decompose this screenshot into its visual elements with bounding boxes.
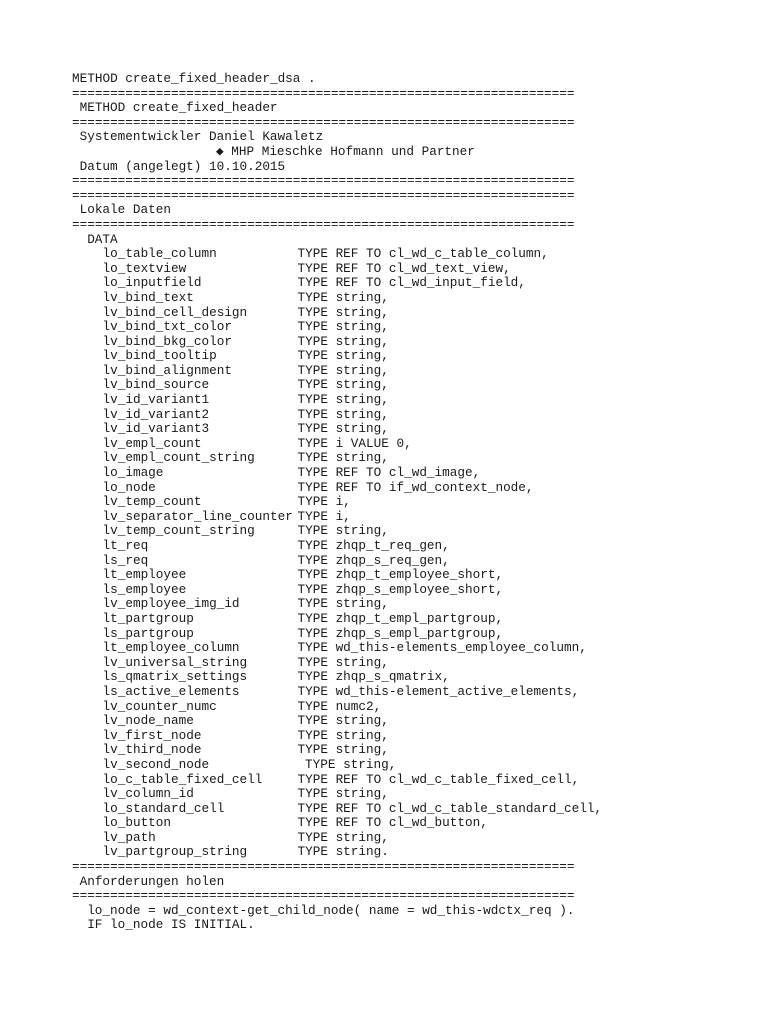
indent xyxy=(72,802,103,817)
variable-name: lv_bind_bkg_color xyxy=(102,333,232,349)
declaration-row xyxy=(72,320,752,335)
declaration-row xyxy=(72,670,752,685)
declaration-row xyxy=(72,408,752,423)
declaration-row xyxy=(72,481,752,496)
declaration-row xyxy=(72,451,752,466)
indent xyxy=(72,656,103,671)
declaration-row xyxy=(72,291,752,306)
indent xyxy=(72,641,103,656)
indent xyxy=(72,481,103,496)
variable-name: lt_employee xyxy=(102,567,187,583)
variable-name: lv_bind_text xyxy=(102,289,194,305)
indent xyxy=(72,597,103,612)
method-declaration: METHOD create_fixed_header_dsa . xyxy=(72,71,316,86)
declaration-row xyxy=(72,583,752,598)
variable-name: lv_bind_cell_design xyxy=(102,304,248,320)
indent xyxy=(72,335,103,350)
variable-name: lv_column_id xyxy=(102,786,194,802)
variable-name: lv_third_node xyxy=(102,742,202,758)
variable-type: TYPE string, xyxy=(297,362,389,378)
indent xyxy=(72,670,103,685)
variable-name: lv_separator_line_counter xyxy=(102,508,293,524)
variable-type: TYPE string, xyxy=(297,377,389,393)
variable-type: TYPE string, xyxy=(297,450,389,466)
variable-name: lo_c_table_fixed_cell xyxy=(102,771,263,787)
separator-line: ================================================================== xyxy=(72,217,575,232)
indent xyxy=(72,466,103,481)
indent xyxy=(72,276,103,291)
variable-type: TYPE i, xyxy=(297,494,351,510)
declaration-row xyxy=(72,714,752,729)
indent xyxy=(72,422,103,437)
variable-name: lv_node_name xyxy=(102,713,194,729)
variable-type: TYPE string. xyxy=(297,844,389,860)
indent xyxy=(72,378,103,393)
variable-type: TYPE string, xyxy=(297,786,389,802)
declaration-row xyxy=(72,700,752,715)
variable-name: lv_partgroup_string xyxy=(102,844,248,860)
variable-name: lo_image xyxy=(102,465,164,481)
variable-name: ls_qmatrix_settings xyxy=(102,669,248,685)
indent xyxy=(72,743,103,758)
section-heading-local-data: Lokale Daten xyxy=(79,202,171,218)
variable-type: TYPE zhqp_t_employee_short, xyxy=(297,567,504,583)
variable-type: TYPE string, xyxy=(297,289,389,305)
variable-type: TYPE zhqp_s_qmatrix, xyxy=(297,669,450,685)
variable-type: TYPE wd_this-elements_employee_column, xyxy=(297,640,587,656)
variable-type: TYPE string, xyxy=(297,654,389,670)
separator-line: ================================================================== xyxy=(72,889,575,904)
declaration-row xyxy=(72,422,752,437)
indent xyxy=(72,627,103,642)
declaration-row xyxy=(72,656,752,671)
declaration-row xyxy=(72,393,752,408)
variable-name: lt_partgroup xyxy=(102,610,194,626)
variable-type: TYPE REF TO cl_wd_input_field, xyxy=(297,275,526,291)
declaration-row xyxy=(72,758,752,773)
variable-type: TYPE string, xyxy=(297,304,389,320)
declaration-row xyxy=(72,597,752,612)
declaration-row xyxy=(72,276,752,291)
variable-name: lv_first_node xyxy=(102,727,202,743)
indent xyxy=(72,408,103,423)
declaration-row xyxy=(72,641,752,656)
indent xyxy=(72,612,103,627)
indent xyxy=(72,524,103,539)
variable-type: TYPE wd_this-element_active_elements, xyxy=(297,683,580,699)
variable-name: lo_textview xyxy=(102,260,187,276)
separator-line: ================================================================== xyxy=(72,860,575,875)
variable-type: TYPE zhqp_s_employee_short, xyxy=(297,581,504,597)
indent xyxy=(72,583,103,598)
variable-type: TYPE string, xyxy=(297,333,389,349)
variable-name: lv_counter_numc xyxy=(102,698,217,714)
declaration-list xyxy=(72,247,752,860)
variable-type: TYPE REF TO cl_wd_c_table_standard_cell, xyxy=(297,800,603,816)
indent xyxy=(72,539,103,554)
declaration-row xyxy=(72,262,752,277)
variable-type: TYPE i, xyxy=(297,508,351,524)
header-title: METHOD create_fixed_header xyxy=(79,100,278,116)
variable-type: TYPE string, xyxy=(297,713,389,729)
declaration-row xyxy=(72,510,752,525)
declaration-row xyxy=(72,816,752,831)
declaration-row xyxy=(72,627,752,642)
variable-type: TYPE string, xyxy=(297,596,389,612)
indent xyxy=(72,758,103,773)
declaration-row xyxy=(72,306,752,321)
variable-type: TYPE i VALUE 0, xyxy=(297,435,412,451)
header-date: Datum (angelegt) 10.10.2015 xyxy=(79,158,286,174)
variable-type: TYPE zhqp_t_empl_partgroup, xyxy=(297,610,504,626)
variable-name: lv_id_variant3 xyxy=(102,421,210,437)
declaration-row xyxy=(72,612,752,627)
declaration-row xyxy=(72,568,752,583)
variable-type: TYPE string, xyxy=(297,348,389,364)
variable-name: lo_inputfield xyxy=(102,275,202,291)
variable-name: lv_second_node xyxy=(102,756,210,772)
variable-name: lv_employee_img_id xyxy=(102,596,240,612)
variable-name: lv_bind_source xyxy=(102,377,210,393)
indent xyxy=(72,451,103,466)
variable-type: TYPE zhqp_s_empl_partgroup, xyxy=(297,625,504,641)
indent xyxy=(72,262,103,277)
separator-line: ================================================================== xyxy=(72,188,575,203)
variable-type: TYPE string, xyxy=(297,742,389,758)
variable-type: TYPE string, xyxy=(297,392,389,408)
indent xyxy=(72,291,103,306)
declaration-row xyxy=(72,845,752,860)
declaration-row xyxy=(72,495,752,510)
indent xyxy=(72,773,103,788)
declaration-row xyxy=(72,524,752,539)
declaration-row xyxy=(72,743,752,758)
declaration-row xyxy=(72,364,752,379)
declaration-row xyxy=(72,773,752,788)
source-code-document xyxy=(72,72,752,933)
variable-type: TYPE REF TO if_wd_context_node, xyxy=(297,479,534,495)
indent xyxy=(72,845,103,860)
indent xyxy=(72,787,103,802)
declaration-row xyxy=(72,539,752,554)
declaration-row xyxy=(72,554,752,569)
indent xyxy=(72,247,103,262)
variable-name: ls_employee xyxy=(102,581,187,597)
indent xyxy=(72,349,103,364)
variable-name: lv_universal_string xyxy=(102,654,248,670)
variable-name: lo_button xyxy=(102,815,172,831)
variable-name: lo_table_column xyxy=(102,246,217,262)
variable-name: lv_temp_count_string xyxy=(102,523,255,539)
variable-type: TYPE zhqp_t_req_gen, xyxy=(297,538,450,553)
indent xyxy=(72,729,103,744)
declaration-row xyxy=(72,831,752,846)
variable-type: TYPE string, xyxy=(305,756,397,772)
variable-name: ls_active_elements xyxy=(102,683,240,699)
declaration-row xyxy=(72,466,752,481)
variable-type: TYPE string, xyxy=(297,421,389,437)
variable-name: lt_employee_column xyxy=(102,640,240,656)
variable-name: lv_empl_count_string xyxy=(102,450,255,466)
variable-type: TYPE string, xyxy=(297,319,389,335)
indent xyxy=(72,831,103,846)
variable-name: lt_req xyxy=(102,538,149,553)
declaration-row xyxy=(72,802,752,817)
declaration-row xyxy=(72,787,752,802)
variable-type: TYPE REF TO cl_wd_button, xyxy=(297,815,488,831)
indent xyxy=(72,685,103,700)
declaration-row xyxy=(72,685,752,700)
variable-name: ls_req xyxy=(102,552,149,568)
indent xyxy=(72,320,103,335)
variable-type: TYPE REF TO cl_wd_c_table_column, xyxy=(297,246,549,262)
data-keyword: DATA xyxy=(87,231,118,247)
variable-type: TYPE string, xyxy=(297,406,389,422)
declaration-row xyxy=(72,349,752,364)
declaration-row xyxy=(72,335,752,350)
indent xyxy=(72,393,103,408)
variable-name: lv_path xyxy=(102,829,156,845)
indent xyxy=(72,364,103,379)
section-heading-requirements: Anforderungen holen xyxy=(79,873,225,889)
code-line: lo_node = wd_context-get_child_node( name = wd_this-wdctx_req ). xyxy=(87,902,575,918)
variable-type: TYPE REF TO cl_wd_c_table_fixed_cell, xyxy=(297,771,580,787)
variable-name: lv_bind_txt_color xyxy=(102,319,232,335)
indent xyxy=(72,816,103,831)
header-company: ◆ MHP Mieschke Hofmann und Partner xyxy=(216,143,475,159)
indent xyxy=(72,714,103,729)
indent xyxy=(72,306,103,321)
variable-name: lv_temp_count xyxy=(102,494,202,510)
variable-type: TYPE REF TO cl_wd_text_view, xyxy=(297,260,511,276)
variable-name: lo_standard_cell xyxy=(102,800,225,816)
declaration-row xyxy=(72,729,752,744)
indent xyxy=(72,700,103,715)
variable-name: lv_bind_tooltip xyxy=(102,348,217,364)
variable-name: lo_node xyxy=(102,479,156,495)
indent xyxy=(72,495,103,510)
indent xyxy=(72,510,103,525)
header-developer: Systementwickler Daniel Kawaletz xyxy=(79,129,324,145)
variable-type: TYPE zhqp_s_req_gen, xyxy=(297,552,450,568)
variable-name: lv_bind_alignment xyxy=(102,362,232,378)
separator-line: ================================================================== xyxy=(72,86,575,101)
separator-line: ================================================================== xyxy=(72,115,575,130)
variable-name: lv_id_variant1 xyxy=(102,392,210,408)
variable-name: ls_partgroup xyxy=(102,625,194,641)
variable-type: TYPE string, xyxy=(297,829,389,845)
declaration-row xyxy=(72,378,752,393)
variable-name: lv_empl_count xyxy=(102,435,202,451)
code-line: IF lo_node IS INITIAL. xyxy=(87,917,255,933)
declaration-row xyxy=(72,247,752,262)
variable-type: TYPE string, xyxy=(297,523,389,539)
indent xyxy=(72,437,103,452)
separator-line: ================================================================== xyxy=(72,174,575,189)
variable-type: TYPE REF TO cl_wd_image, xyxy=(297,465,481,481)
variable-type: TYPE numc2, xyxy=(297,698,382,714)
indent xyxy=(72,554,103,569)
declaration-row xyxy=(72,437,752,452)
variable-type: TYPE string, xyxy=(297,727,389,743)
variable-name: lv_id_variant2 xyxy=(102,406,210,422)
indent xyxy=(72,568,103,583)
